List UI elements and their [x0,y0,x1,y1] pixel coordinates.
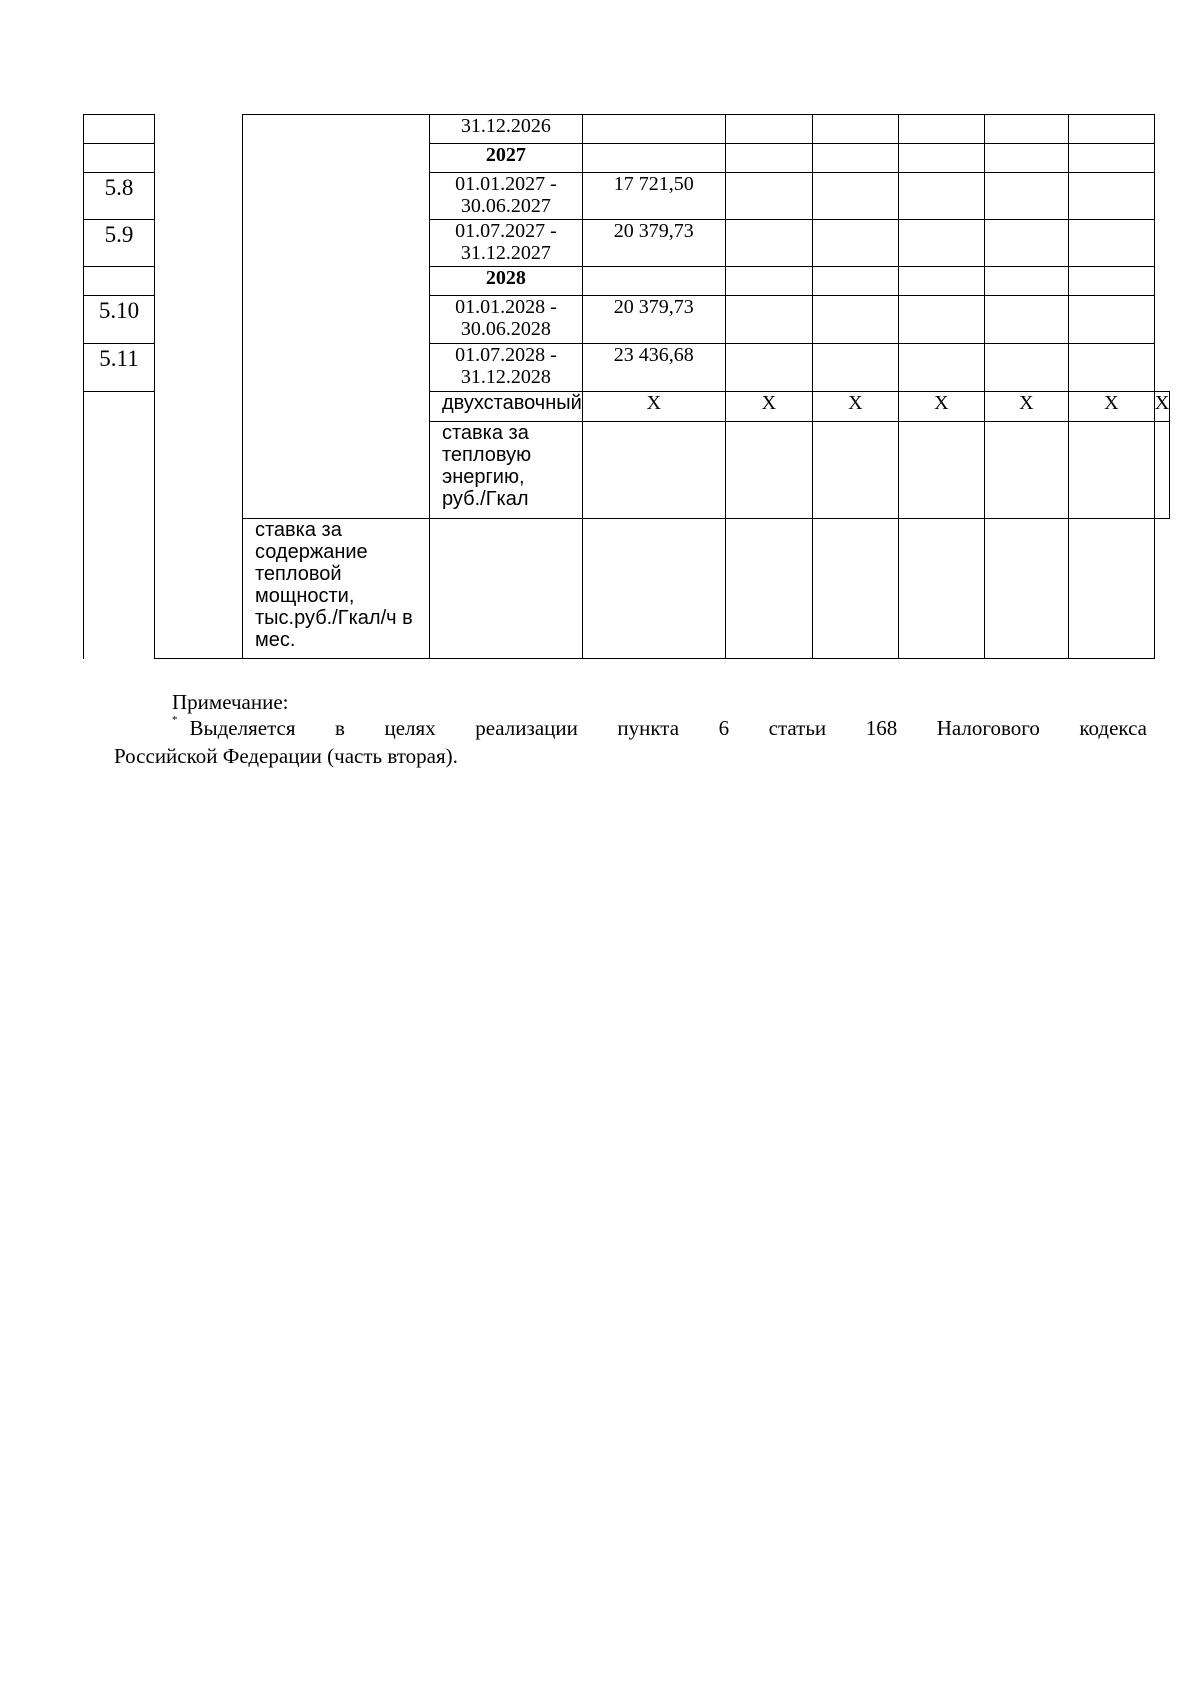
capacity-rate-label: ставка за содержание тепловой мощности, тыс.руб./Гкал/ч в мес. [243,519,430,659]
tariff-value: 17 721,50 [582,173,725,220]
period-cell [430,173,583,220]
not-applicable-mark: X [1154,392,1169,422]
two-rate-label: двухставочный [430,392,583,422]
period-start: 01.01.2028 - [455,296,557,318]
row-number-cell: 5.8 [84,173,155,220]
tariff-table [83,114,1170,659]
period-start: 01.07.2028 - [455,344,557,366]
table-row [84,519,1170,659]
row-number-cell [84,392,155,659]
not-applicable-mark: X [582,392,725,422]
tariff-value: 20 379,73 [582,296,725,344]
period-start: 01.01.2027 - [455,173,557,195]
period-cell [430,296,583,344]
heat-energy-rate-label: ставка за тепловую энергию, руб./Гкал [430,422,583,519]
period-cell [430,344,583,392]
period-start: 01.07.2027 - [455,220,557,242]
period-end: 31.12.2027 [460,242,551,264]
not-applicable-mark: X [725,392,812,422]
note-text-line: Выделяется в целях реализации пункта 6 статьи 168 Налогового кодекса [189,716,1147,740]
note-text-continuation: Российской Федерации (часть вторая). [114,744,458,768]
not-applicable-mark: X [984,392,1068,422]
row-number-cell [84,115,155,144]
not-applicable-mark: X [898,392,984,422]
footnote-marker: * [172,714,178,726]
period-cell [430,220,583,267]
year-heading: 2028 [430,267,583,296]
row-number-cell: 5.11 [84,344,155,392]
period-end: 30.06.2027 [460,195,551,217]
row-number-cell: 5.9 [84,220,155,267]
row-number-cell: 5.10 [84,296,155,344]
row-number-cell [84,144,155,173]
tariff-type-cell [243,115,430,519]
note-text [172,716,1147,741]
note-title: Примечание: [172,690,289,714]
not-applicable-mark: X [1068,392,1154,422]
year-heading: 2027 [430,144,583,173]
period-text: 31.12.2026 [460,115,551,137]
not-applicable-mark: X [812,392,898,422]
tariff-value: 23 436,68 [582,344,725,392]
period-cell [430,115,583,144]
period-end: 30.06.2028 [460,318,551,340]
row-number-cell [84,267,155,296]
tariff-value: 20 379,73 [582,220,725,267]
table-row [84,115,1170,144]
period-end: 31.12.2028 [460,366,551,388]
